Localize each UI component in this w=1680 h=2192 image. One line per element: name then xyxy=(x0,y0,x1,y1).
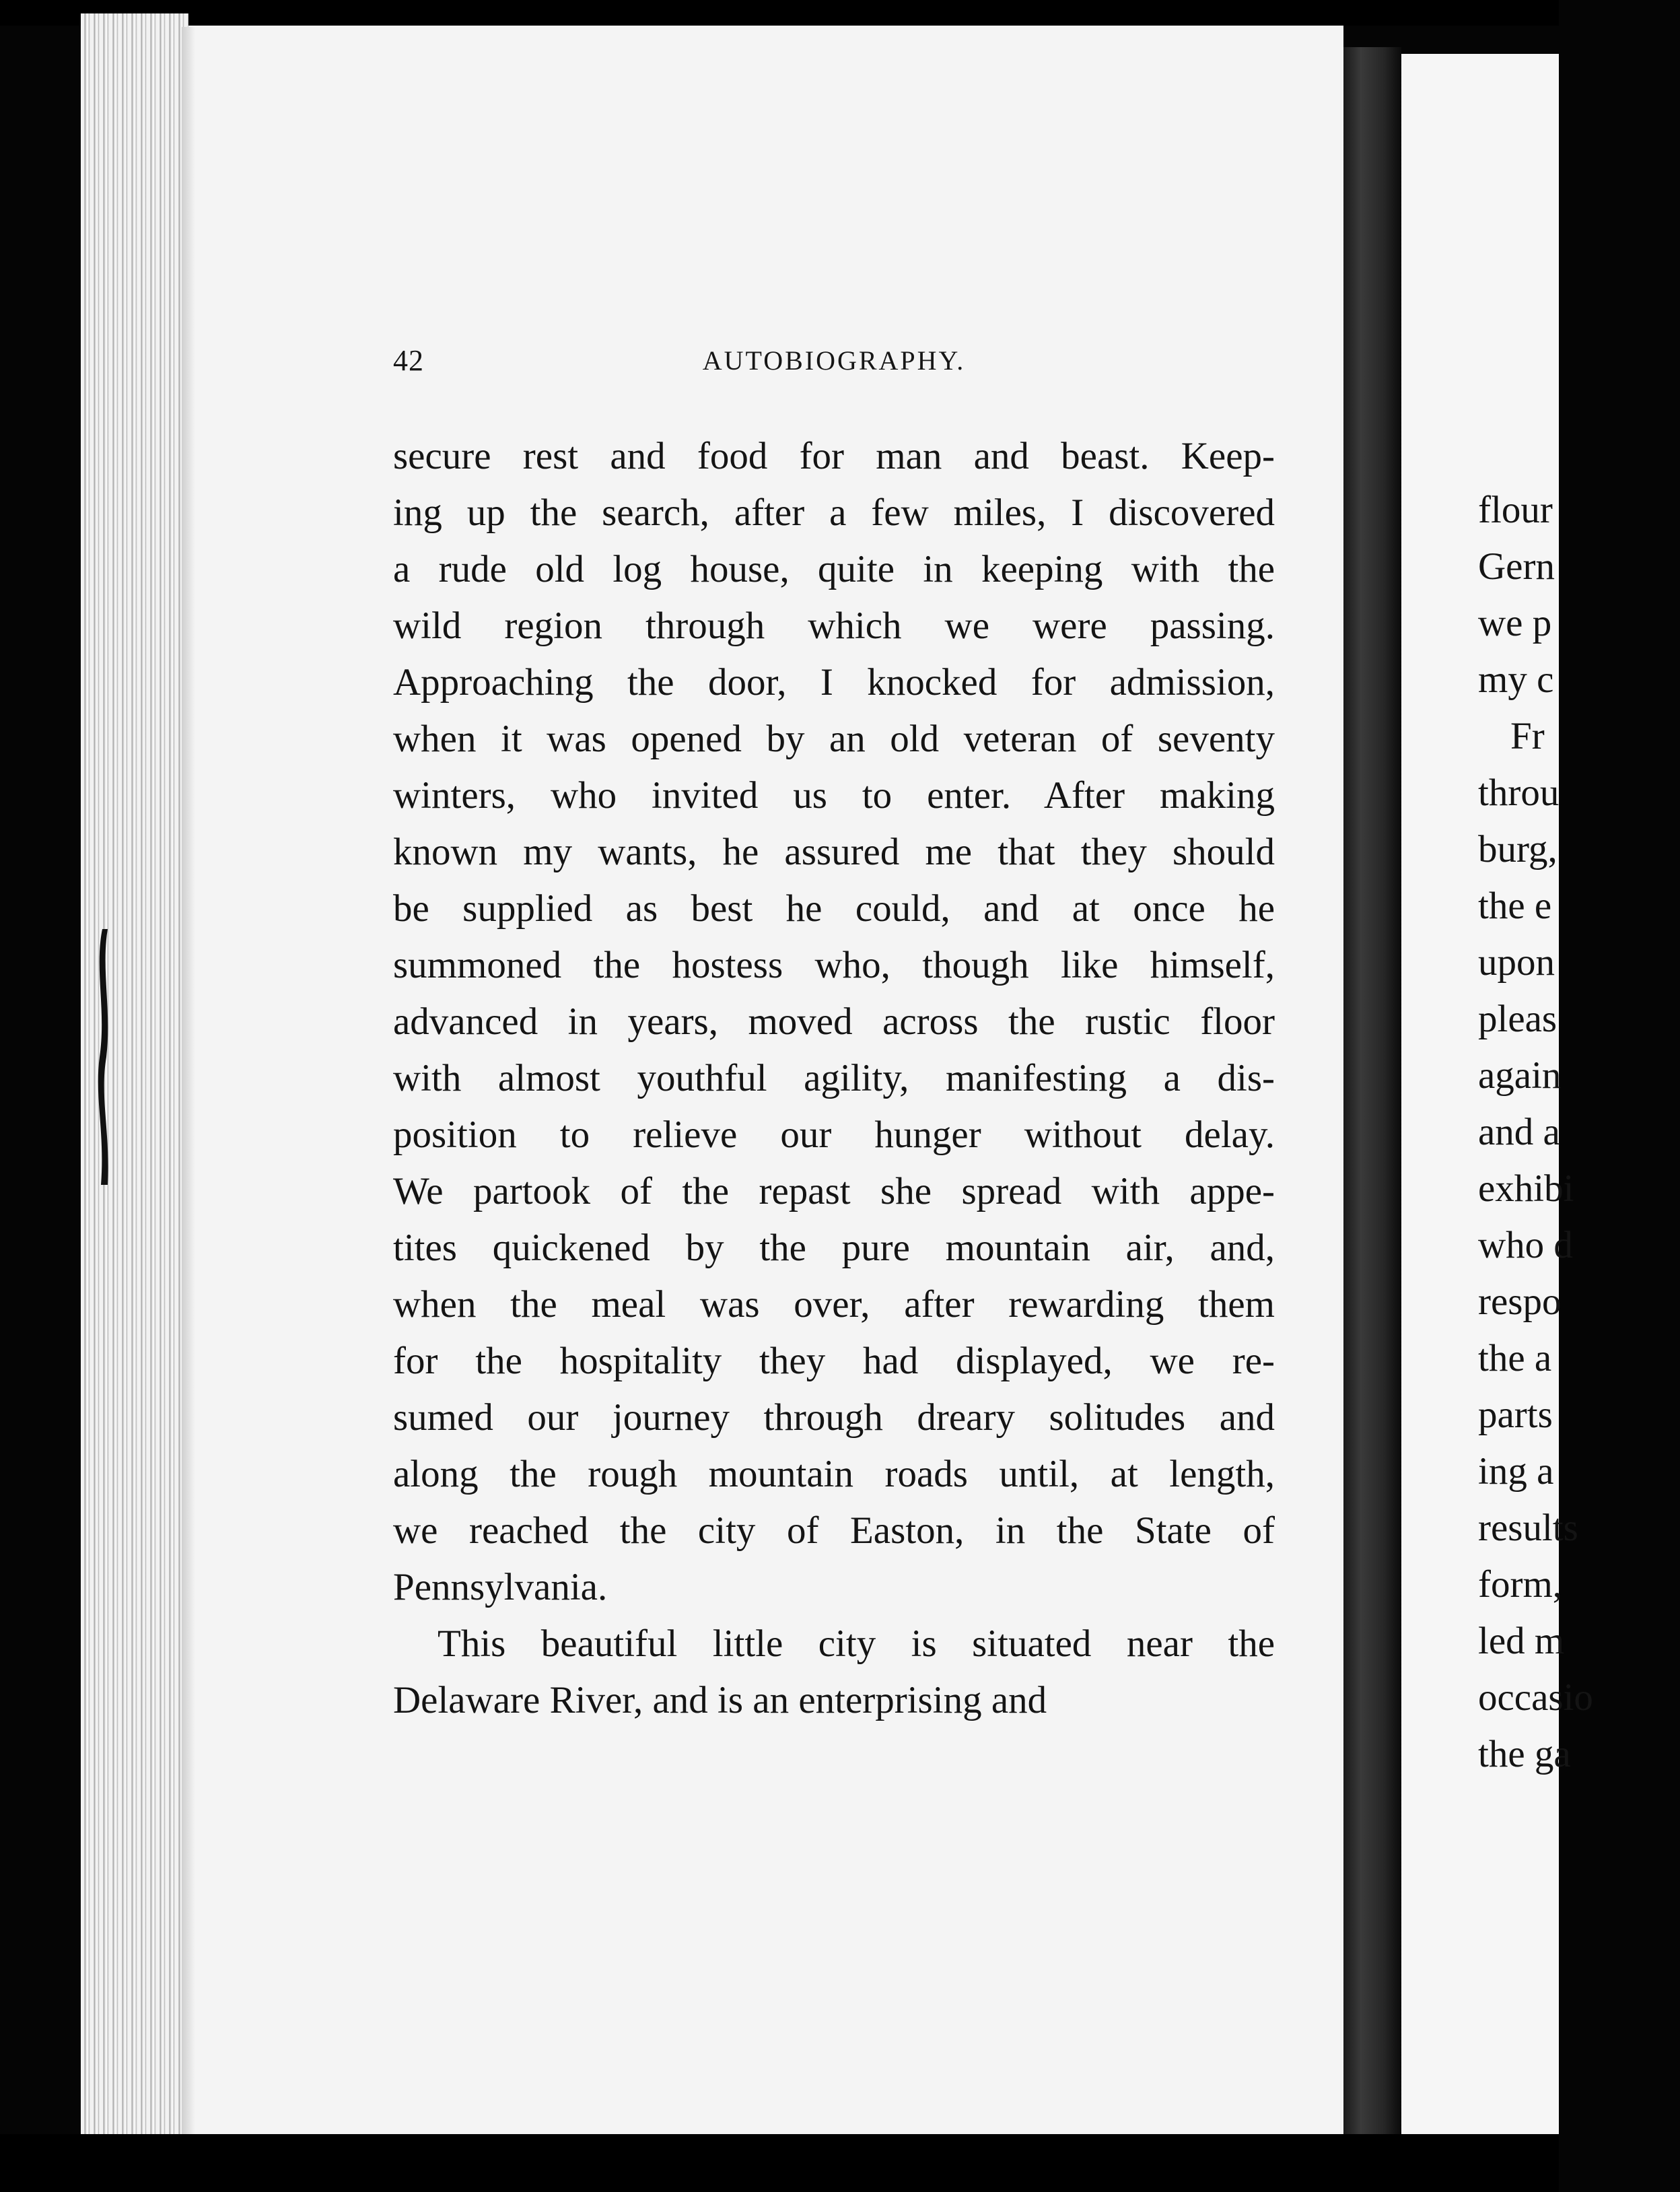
text-line-fragment: the ga xyxy=(1478,1733,1571,1775)
scan-border-bottom xyxy=(0,2134,1559,2192)
text-line-fragment: we p xyxy=(1478,602,1552,644)
text-line: We partook of the repast she spread with appe- xyxy=(393,1170,1275,1212)
text-line: with almost youthful agility, manifesting a dis- xyxy=(393,1057,1275,1099)
text-line: a rude old log house, quite in keeping with the xyxy=(393,548,1275,590)
text-line: position to relieve our hunger without delay. xyxy=(393,1114,1275,1156)
margin-smudge-mark xyxy=(88,929,114,1185)
text-line: secure rest and food for man and beast. Keep- xyxy=(393,435,1275,477)
text-line-fragment: and a xyxy=(1478,1111,1560,1153)
text-line-fragment: occasio xyxy=(1478,1676,1593,1719)
text-line: Delaware River, and is an enterprising and xyxy=(393,1679,1047,1721)
text-line: Pennsylvania. xyxy=(393,1566,608,1608)
text-line-fragment: again xyxy=(1478,1054,1562,1097)
text-line: along the rough mountain roads until, at length, xyxy=(393,1453,1275,1495)
text-line: we reached the city of Easton, in the State of xyxy=(393,1509,1275,1552)
text-line-fragment: the a xyxy=(1478,1337,1552,1379)
text-line-fragment: form, xyxy=(1478,1563,1563,1606)
text-line: be supplied as best he could, and at once he xyxy=(393,887,1275,930)
text-line: wild region through which we were passing. xyxy=(393,605,1275,647)
text-line: winters, who invited us to enter. After making xyxy=(393,774,1275,817)
text-line: Approaching the door, I knocked for admission, xyxy=(393,661,1275,704)
text-line: known my wants, he assured me that they should xyxy=(393,831,1275,873)
text-line-fragment: exhibi xyxy=(1478,1167,1574,1210)
running-head-title: AUTOBIOGRAPHY. xyxy=(702,345,966,376)
text-line-fragment: the e xyxy=(1478,885,1552,927)
text-line: This beautiful little city is situated near the xyxy=(438,1622,1275,1665)
text-line: tites quickened by the pure mountain air, and, xyxy=(393,1227,1275,1269)
text-line: when it was opened by an old veteran of seventy xyxy=(393,718,1275,760)
text-line-fragment: my c xyxy=(1478,658,1554,701)
text-line-fragment: throu xyxy=(1478,772,1560,814)
text-line: when the meal was over, after rewarding them xyxy=(393,1283,1275,1326)
text-line: ing up the search, after a few miles, I discovered xyxy=(393,491,1275,534)
book-gutter xyxy=(1343,47,1401,2134)
text-line-fragment: upon xyxy=(1478,941,1555,984)
right-page-text xyxy=(1478,482,1680,1783)
text-line-fragment: parts xyxy=(1478,1394,1553,1436)
text-line-fragment: ing a xyxy=(1478,1450,1554,1493)
scan-border-top xyxy=(0,0,1559,26)
right-page xyxy=(1401,54,1593,2134)
text-line-fragment: respo xyxy=(1478,1280,1562,1323)
text-line-fragment: led m xyxy=(1478,1620,1565,1662)
body-text xyxy=(393,428,1275,1729)
text-line: sumed our journey through dreary solitudes and xyxy=(393,1396,1275,1439)
text-line: advanced in years, moved across the rustic floor xyxy=(393,1000,1275,1043)
text-line-fragment: flour xyxy=(1478,489,1553,531)
text-line-fragment: Gern xyxy=(1478,545,1555,588)
page-shadow xyxy=(182,27,195,2134)
page-number: 42 xyxy=(393,344,424,377)
text-line-fragment: burg, xyxy=(1478,828,1558,870)
text-line-fragment: pleas xyxy=(1478,998,1558,1040)
text-line-fragment: who d xyxy=(1478,1224,1573,1266)
text-line-fragment: Fr xyxy=(1510,715,1545,757)
text-line-fragment: results xyxy=(1478,1507,1578,1549)
running-head xyxy=(393,343,1275,384)
text-line: summoned the hostess who, though like himself, xyxy=(393,944,1275,986)
text-line: for the hospitality they had displayed, we re- xyxy=(393,1340,1275,1382)
